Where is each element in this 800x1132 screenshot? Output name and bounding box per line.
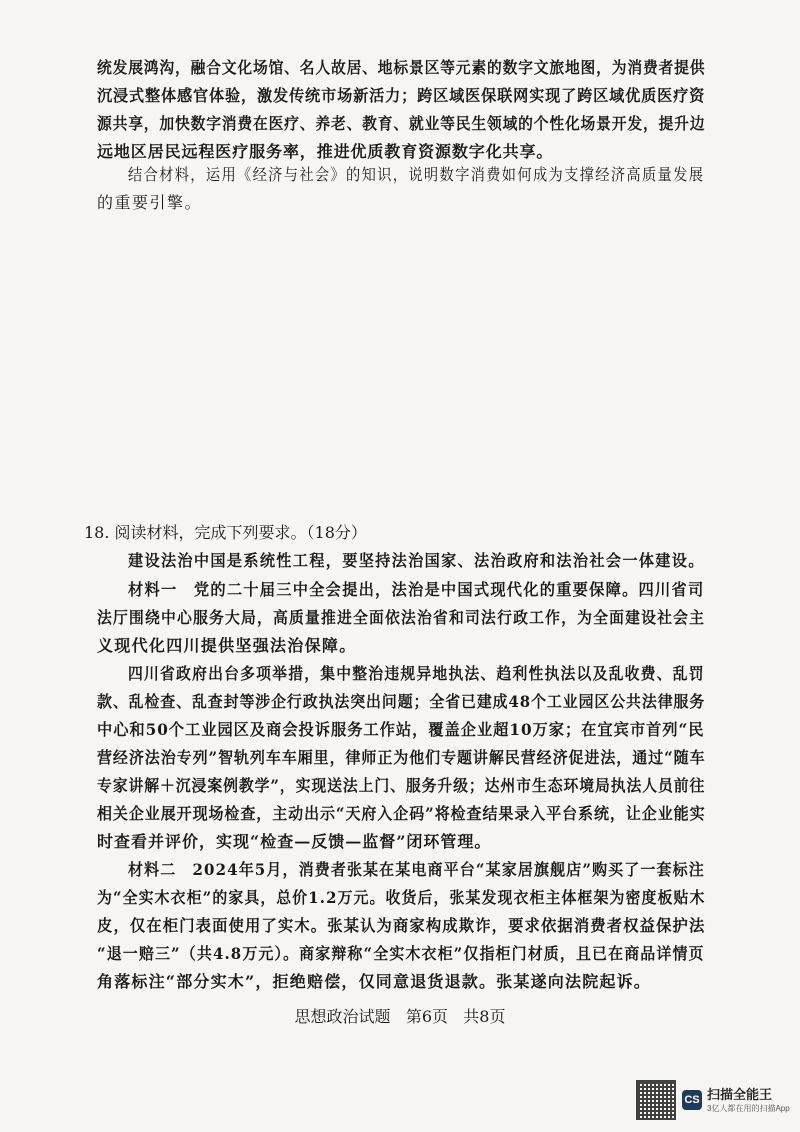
text-line: 款、乱检查、乱查封等涉企行政执法突出问题；全省已建成48个工业园区公共法律服务 [97, 692, 706, 711]
text-line: “退一赔三”（共4.8万元）。商家辩称“全实木衣柜”仅指柜门材质，且已在商品详情页 [97, 944, 705, 963]
qr-code-icon [636, 1080, 676, 1120]
text-line: 时查看并评价，实现“检查—反馈—监督”闭环管理。 [97, 832, 492, 851]
watermark-title: 扫描全能王 [707, 1086, 773, 1102]
text-line: 营经济法治专列”智轨列车车厢里，律师正为他们专题讲解民营经济促进法，通过“随车 [97, 748, 706, 767]
camscanner-logo-icon: CS [682, 1090, 702, 1110]
page-footer [0, 1006, 800, 1028]
watermark-text [707, 1087, 790, 1114]
scanner-watermark [636, 1076, 796, 1124]
text-line: 角落标注“部分实木”，拒绝赔偿，仅同意退货退款。张某遂向法院起诉。 [97, 972, 652, 991]
text-line: 专家讲解＋沉浸案例教学”，实现送法上门、服务升级；达州市生态环境局执法人员前往 [97, 776, 706, 795]
text-line: 为“全实木衣柜”的家具，总价1.2万元。收货后，张某发现衣柜主体框架为密度板贴木 [97, 888, 706, 907]
text-line: 义现代化四川提供坚强法治保障。 [97, 636, 357, 655]
text-line: 结合材料，运用《经济与社会》的知识，说明数字消费如何成为支撑经济高质量发展 [128, 165, 705, 184]
footer-page: 第6页 [405, 1007, 448, 1026]
text-line: 相关企业展开现场检查，主动出示“天府入企码”将检查结果录入平台系统，让企业能实 [97, 804, 706, 823]
text-line: 中心和50个工业园区及商会投诉服务工作站，覆盖企业超10万家；在宜宾市首列“民 [97, 720, 705, 739]
text-line: 统发展鸿沟，融合文化场馆、名人故居、地标景区等元素的数字文旅地图，为消费者提供 [97, 58, 706, 77]
text-line: 的重要引擎。 [97, 193, 203, 212]
text-line: 远地区居民远程医疗服务率，推进优质教育资源数字化共享。 [97, 142, 554, 161]
footer-subject: 思想政治试题 [294, 1007, 391, 1026]
text-line: 皮，仅在柜门表面使用了实木。张某认为商家构成欺诈，要求依据消费者权益保护法 [97, 916, 706, 935]
text-line: 材料一 党的二十届三中全会提出，法治是中国式现代化的重要保障。四川省司 [128, 580, 705, 599]
text-line: 沉浸式整体感官体验，激发传统市场新活力；跨区域医保联网实现了跨区域优质医疗资 [97, 86, 706, 105]
text-line: 法厅围绕中心服务大局，高质量推进全面依法治省和司法行政工作，为全面建设社会主 [97, 608, 706, 627]
text-line: 源共享，加快数字消费在医疗、养老、教育、就业等民生领域的个性化场景开发，提升边 [97, 114, 706, 133]
intro-line: 建设法治中国是系统性工程，要坚持法治国家、法治政府和法治社会一体建设。 [128, 551, 705, 570]
footer-total: 共8页 [463, 1007, 506, 1026]
text-line: 四川省政府出台多项举措，集中整治违规异地执法、趋利性执法以及乱收费、乱罚 [128, 664, 705, 683]
watermark-subtitle: 3亿人都在用的扫描App [707, 1103, 790, 1113]
question-heading: 18. 阅读材料，完成下列要求。（18分） [84, 523, 367, 542]
text-line: 材料二 2024年5月，消费者张某在某电商平台“某家居旗舰店”购买了一套标注 [128, 860, 705, 879]
